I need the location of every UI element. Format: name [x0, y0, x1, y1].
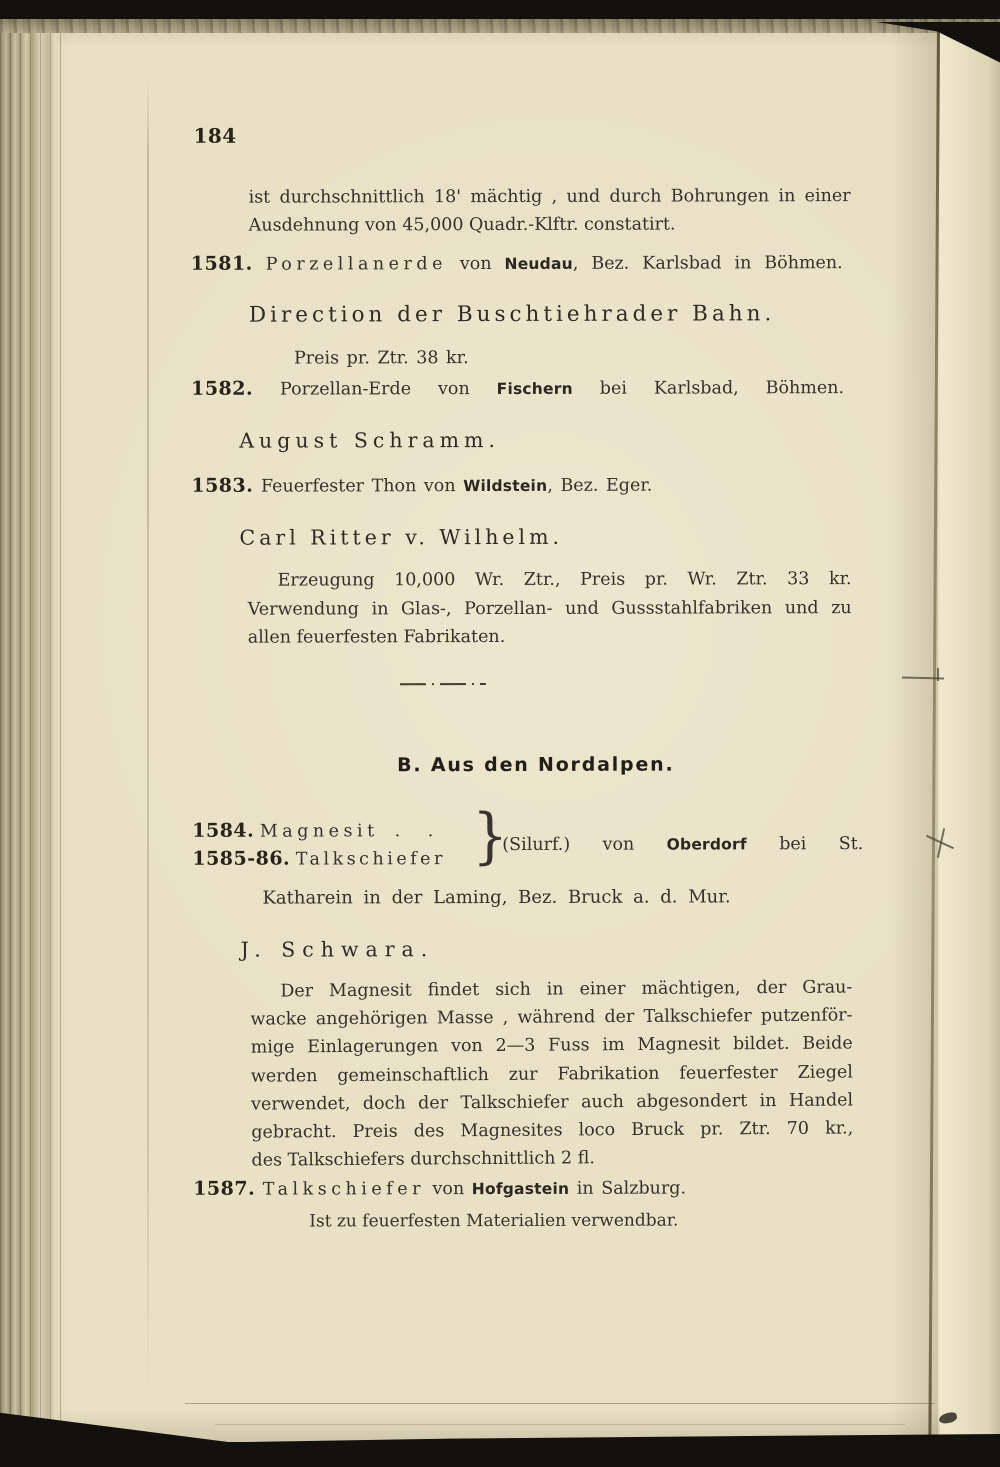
entry-text: Porzellan-Erde von: [280, 379, 470, 400]
entry-number: 1583.: [191, 474, 254, 497]
entry-1583: [191, 471, 652, 501]
place-name: Wildstein: [463, 476, 548, 496]
entry-details-1583: [248, 565, 852, 652]
description-line: wacke angehörigen Masse , während der Talkschiefer putzenför-: [250, 1005, 853, 1030]
intro-line: ist durchschnittlich 18' mächtig , und durch Bohrungen in einer: [248, 186, 851, 208]
intro-line: Ausdehnung von 45,000 Quadr.-Klftr. constatirt.: [248, 214, 676, 236]
entry-line-magnesit: [192, 817, 444, 845]
entry-number: 1587.: [193, 1177, 256, 1200]
entry-number: 1582.: [191, 377, 254, 400]
entry-text: bei Karlsbad, Böhmen.: [599, 378, 845, 399]
page-number: 184: [193, 123, 237, 148]
supplier-name-1581: Direction der Buschtiehrader Bahn.: [248, 301, 776, 328]
material-name: Talkschiefer: [262, 1179, 425, 1200]
place-name: Hofgastein: [471, 1179, 570, 1199]
entry-text: , Bez. Karlsbad in Böhmen.: [572, 253, 843, 274]
entry-line-talkschiefer: [192, 845, 446, 873]
description-line: mige Einlagerungen von 2—3 Fuss im Magnesit bildet. Beide: [250, 1033, 853, 1059]
description-line: gebracht. Preis des Magnesites loco Bruck pr. Ztr. 70 kr.,: [251, 1118, 854, 1143]
location-line: Katharein in der Laming, Bez. Bruck a. d. Mur.: [262, 886, 731, 909]
material-name: Talkschiefer: [295, 849, 446, 870]
place-name: Oberdorf: [666, 835, 747, 854]
material-name: Magnesit: [259, 821, 379, 842]
section-heading: B. Aus den Nordalpen.: [397, 753, 675, 777]
section-divider: [400, 683, 486, 685]
entry-1587: [193, 1174, 686, 1204]
price-line-1581: Preis pr. Ztr. 38 kr.: [293, 348, 469, 369]
description-paragraph: [250, 973, 853, 1175]
details-line: Erzeugung 10,000 Wr. Ztr., Preis pr. Wr. Ztr. 33 kr.: [277, 569, 852, 591]
place-name: Fischern: [496, 379, 573, 399]
entry-1582: [191, 373, 844, 404]
entry-text: von: [432, 1179, 465, 1200]
entry-text: in Salzburg.: [576, 1178, 687, 1199]
entry-text: , Bez. Eger.: [547, 475, 653, 496]
formation-line: [502, 830, 863, 859]
intro-paragraph: [249, 182, 851, 240]
description-line: des Talkschiefers durchschnittlich 2 fl.: [251, 1148, 596, 1171]
entry-text: Feuerfester Thon von: [260, 476, 456, 497]
details-line: Verwendung in Glas-, Porzellan- und Gussstahlfabriken und zu: [247, 597, 852, 620]
description-line: werden gemeinschaftlich zur Fabrikation feuerfester Ziegel: [250, 1062, 853, 1087]
supplier-name-1583: Carl Ritter v. Wilhelm.: [239, 524, 564, 550]
place-name: Neudau: [504, 254, 573, 273]
entry-text: bei St.: [779, 834, 864, 855]
description-line: Der Magnesit findet sich in einer mächtigen, der Grau-: [280, 977, 853, 1002]
entry-text: von: [459, 254, 492, 275]
details-line: allen feuerfesten Fabrikaten.: [247, 626, 506, 648]
entry-text: von: [602, 834, 635, 855]
material-name: Porzellanerde: [265, 254, 447, 275]
entry-number: 1585-86.: [192, 847, 291, 870]
entry-number: 1584.: [192, 819, 255, 842]
grouping-brace: }: [472, 801, 509, 872]
supplier-name-1582: August Schramm.: [239, 427, 501, 453]
entry-number: 1581.: [190, 252, 253, 275]
formation-label: (Silurf.): [502, 834, 571, 855]
supplier-name-1584: J. Schwara.: [240, 937, 435, 962]
description-line: verwendet, doch der Talkschiefer auch abgesondert in Handel: [251, 1090, 854, 1115]
entry-1581: [191, 248, 843, 279]
note-1587: Ist zu feuerfesten Materialien verwendbar.: [309, 1210, 679, 1232]
leader-dots: . .: [394, 821, 445, 842]
